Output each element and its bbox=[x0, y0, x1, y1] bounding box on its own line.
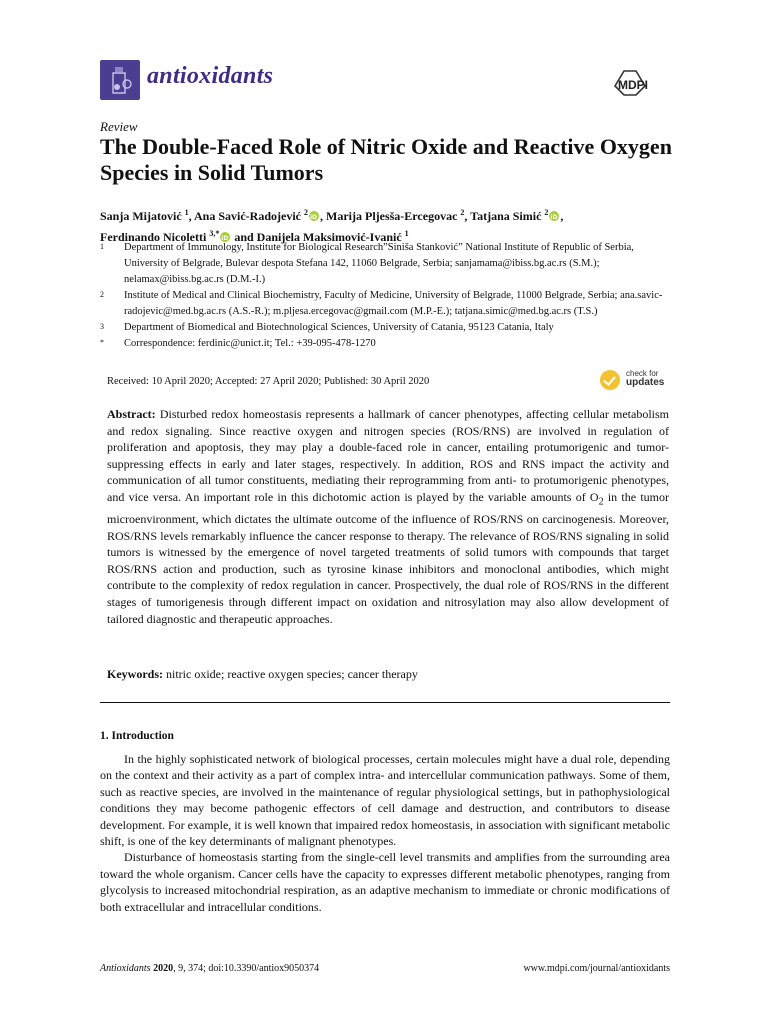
paragraph: Disturbance of homeostasis starting from the single-cell level transmits and amplifies from the surrounding area toward the whole organism. Cancer cells have the capacity to expresses different metabolic phenotypes, ranging from glycolysis to increased mitochondrial respiration, as an adaptive mechanism to immediate or chronic modifications of both extracellular and intracellular conditions. bbox=[100, 850, 670, 914]
paragraph: In the highly sophisticated network of biological processes, certain molecules might have a dual role, depending on the context and their activity as a part of complex intra- and intercellular communication pathways. Some of them, such as reactive species, are involved in the maintenance of regular physiological settings, but in pathophysiological conditions they may become pathogenic effectors of cell damage and destruction, and contributors to disease development. For example, it is well known that impaired redox homeostasis, in association with significant metabolic shift, is one of the key determinants of malignant phenotypes. bbox=[100, 752, 670, 849]
citation-footer bbox=[100, 963, 319, 974]
correspondence-item bbox=[100, 336, 680, 352]
affiliation-mark: 1 bbox=[100, 242, 104, 251]
keywords-text: nitric oxide; reactive oxygen species; cancer therapy bbox=[163, 667, 418, 681]
footer-year: 2020 bbox=[153, 963, 174, 974]
journal-logo-icon bbox=[100, 60, 140, 100]
section-heading-introduction: 1. Introduction bbox=[100, 730, 174, 742]
check-icon bbox=[600, 370, 620, 390]
keywords bbox=[107, 667, 669, 682]
author-name: and Danijela Maksimović-Ivanić bbox=[231, 230, 405, 244]
author-name: Ferdinando Nicoletti bbox=[100, 230, 210, 244]
mdpi-logo-icon bbox=[612, 68, 668, 98]
author-affil-mark: 2 bbox=[304, 208, 308, 217]
affiliation-text: Department of Immunology, Institute for Biological Research”Siniša Stanković” National Institute of Republic of Serbia, University of Belgrade, Bulevar despota Stefana 142, 11060 Belgrade, Serbia; sanjamama@ibiss.bg.ac.rs (S.M.); nelamax@ibiss.bg.ac.rs (D.M.-I.) bbox=[124, 242, 634, 285]
check-for-updates-badge[interactable] bbox=[600, 368, 670, 390]
abstract-text-continued: in the tumor microenvironment, which dictates the ultimate outcome of the influence of ROS/RNS on carcinogenesis. Moreover, ROS/RNS levels remarkably influence the cancer response to therapy. The relevance of ROS/RNS signaling in solid tumors is witnessed by the emergence of novel targeted treatments of solid tumors with compounds that target ROS/RNS action and production, such as tyrosine kinase inhibitors and monoclonal antibodies, which might contribute to the complexity of redox regulation in cancer. Prospectively, the dual role of ROS/RNS in the different stages of tumorigenesis through different impact on oxidation and nitrosylation may also allow development of tailored diagnostic and therapeutic approaches. bbox=[107, 489, 669, 626]
orcid-icon[interactable] bbox=[549, 211, 559, 221]
affiliation-mark: * bbox=[100, 338, 104, 347]
correspondence-text: Correspondence: ferdinic@unict.it; Tel.: +39-095-478-1270 bbox=[124, 338, 376, 349]
publisher-label: MDPI bbox=[618, 78, 648, 92]
journal-name: antioxidants bbox=[147, 63, 274, 89]
author-name: , Tatjana Simić bbox=[464, 209, 545, 223]
author-affil-mark: 1 bbox=[404, 229, 409, 238]
footer-journal: Antioxidants bbox=[100, 963, 151, 974]
check-for-label: check for bbox=[626, 369, 659, 378]
journal-url-link[interactable]: www.mdpi.com/journal/antioxidants bbox=[523, 963, 670, 974]
section-divider bbox=[100, 702, 670, 703]
abstract-text: Disturbed redox homeostasis represents a hallmark of cancer phenotypes, affecting cellular metabolism and redox signaling. Since reactive oxygen and nitrogen species (ROS/RNS) are involved in regulation of proliferation and apoptosis, they may play a double-faced role in cancer, entailing protumorigenic and tumor-suppressing effects in early and later stages, respectively. In addition, ROS and RNS impact the activity and communication of all tumor constituents, mediating their reprogramming from anti- to protumorigenic phenotypes, and vice versa. An important role in this dichotomic action is played by the variable amounts of O bbox=[107, 407, 669, 504]
abstract-subscript: 2 bbox=[598, 496, 604, 508]
affiliation-item bbox=[100, 288, 680, 320]
orcid-icon[interactable] bbox=[309, 211, 319, 221]
author-name: , Ana Savić-Radojević bbox=[188, 209, 304, 223]
footer-citation: , 9, 374; doi:10.3390/antiox9050374 bbox=[173, 963, 320, 974]
abstract-label: Abstract: bbox=[107, 407, 156, 421]
author-name: Sanja Mijatović bbox=[100, 209, 185, 223]
keywords-label: Keywords: bbox=[107, 667, 163, 681]
paper-title: The Double-Faced Role of Nitric Oxide and Reactive Oxygen Species in Solid Tumors bbox=[100, 134, 672, 185]
affiliation-list bbox=[100, 240, 680, 352]
affiliation-mark: 3 bbox=[100, 322, 104, 331]
updates-label: updates bbox=[626, 377, 665, 388]
author-affil-mark: 2 bbox=[460, 208, 465, 217]
author-name: , Marija Pljesša-Ercegovac bbox=[320, 209, 461, 223]
author-separator: , bbox=[560, 209, 564, 223]
affiliation-text: Department of Biomedical and Biotechnological Sciences, University of Catania, 95123 Catania, Italy bbox=[124, 322, 554, 333]
introduction-body bbox=[100, 751, 670, 915]
author-affil-mark: 2 bbox=[544, 208, 549, 217]
abstract bbox=[107, 406, 669, 627]
publication-dates: Received: 10 April 2020; Accepted: 27 April 2020; Published: 30 April 2020 bbox=[107, 376, 430, 387]
affiliation-text: Institute of Medical and Clinical Biochemistry, Faculty of Medicine, University of Belgrade, 11000 Belgrade, Serbia; ana.savic-radojevic@med.bg.ac.rs (A.S.-R.); m.pljesa.ercegovac@gmail.com (M.P.-E.); tatjana.simic@med.bg.ac.rs (T.S.) bbox=[124, 290, 663, 317]
article-type: Review bbox=[100, 119, 138, 134]
author-affil-mark: 1 bbox=[184, 208, 189, 217]
affiliation-item bbox=[100, 240, 680, 288]
affiliation-mark: 2 bbox=[100, 290, 104, 299]
affiliation-item bbox=[100, 320, 680, 336]
author-affil-mark: 3,* bbox=[209, 229, 220, 238]
